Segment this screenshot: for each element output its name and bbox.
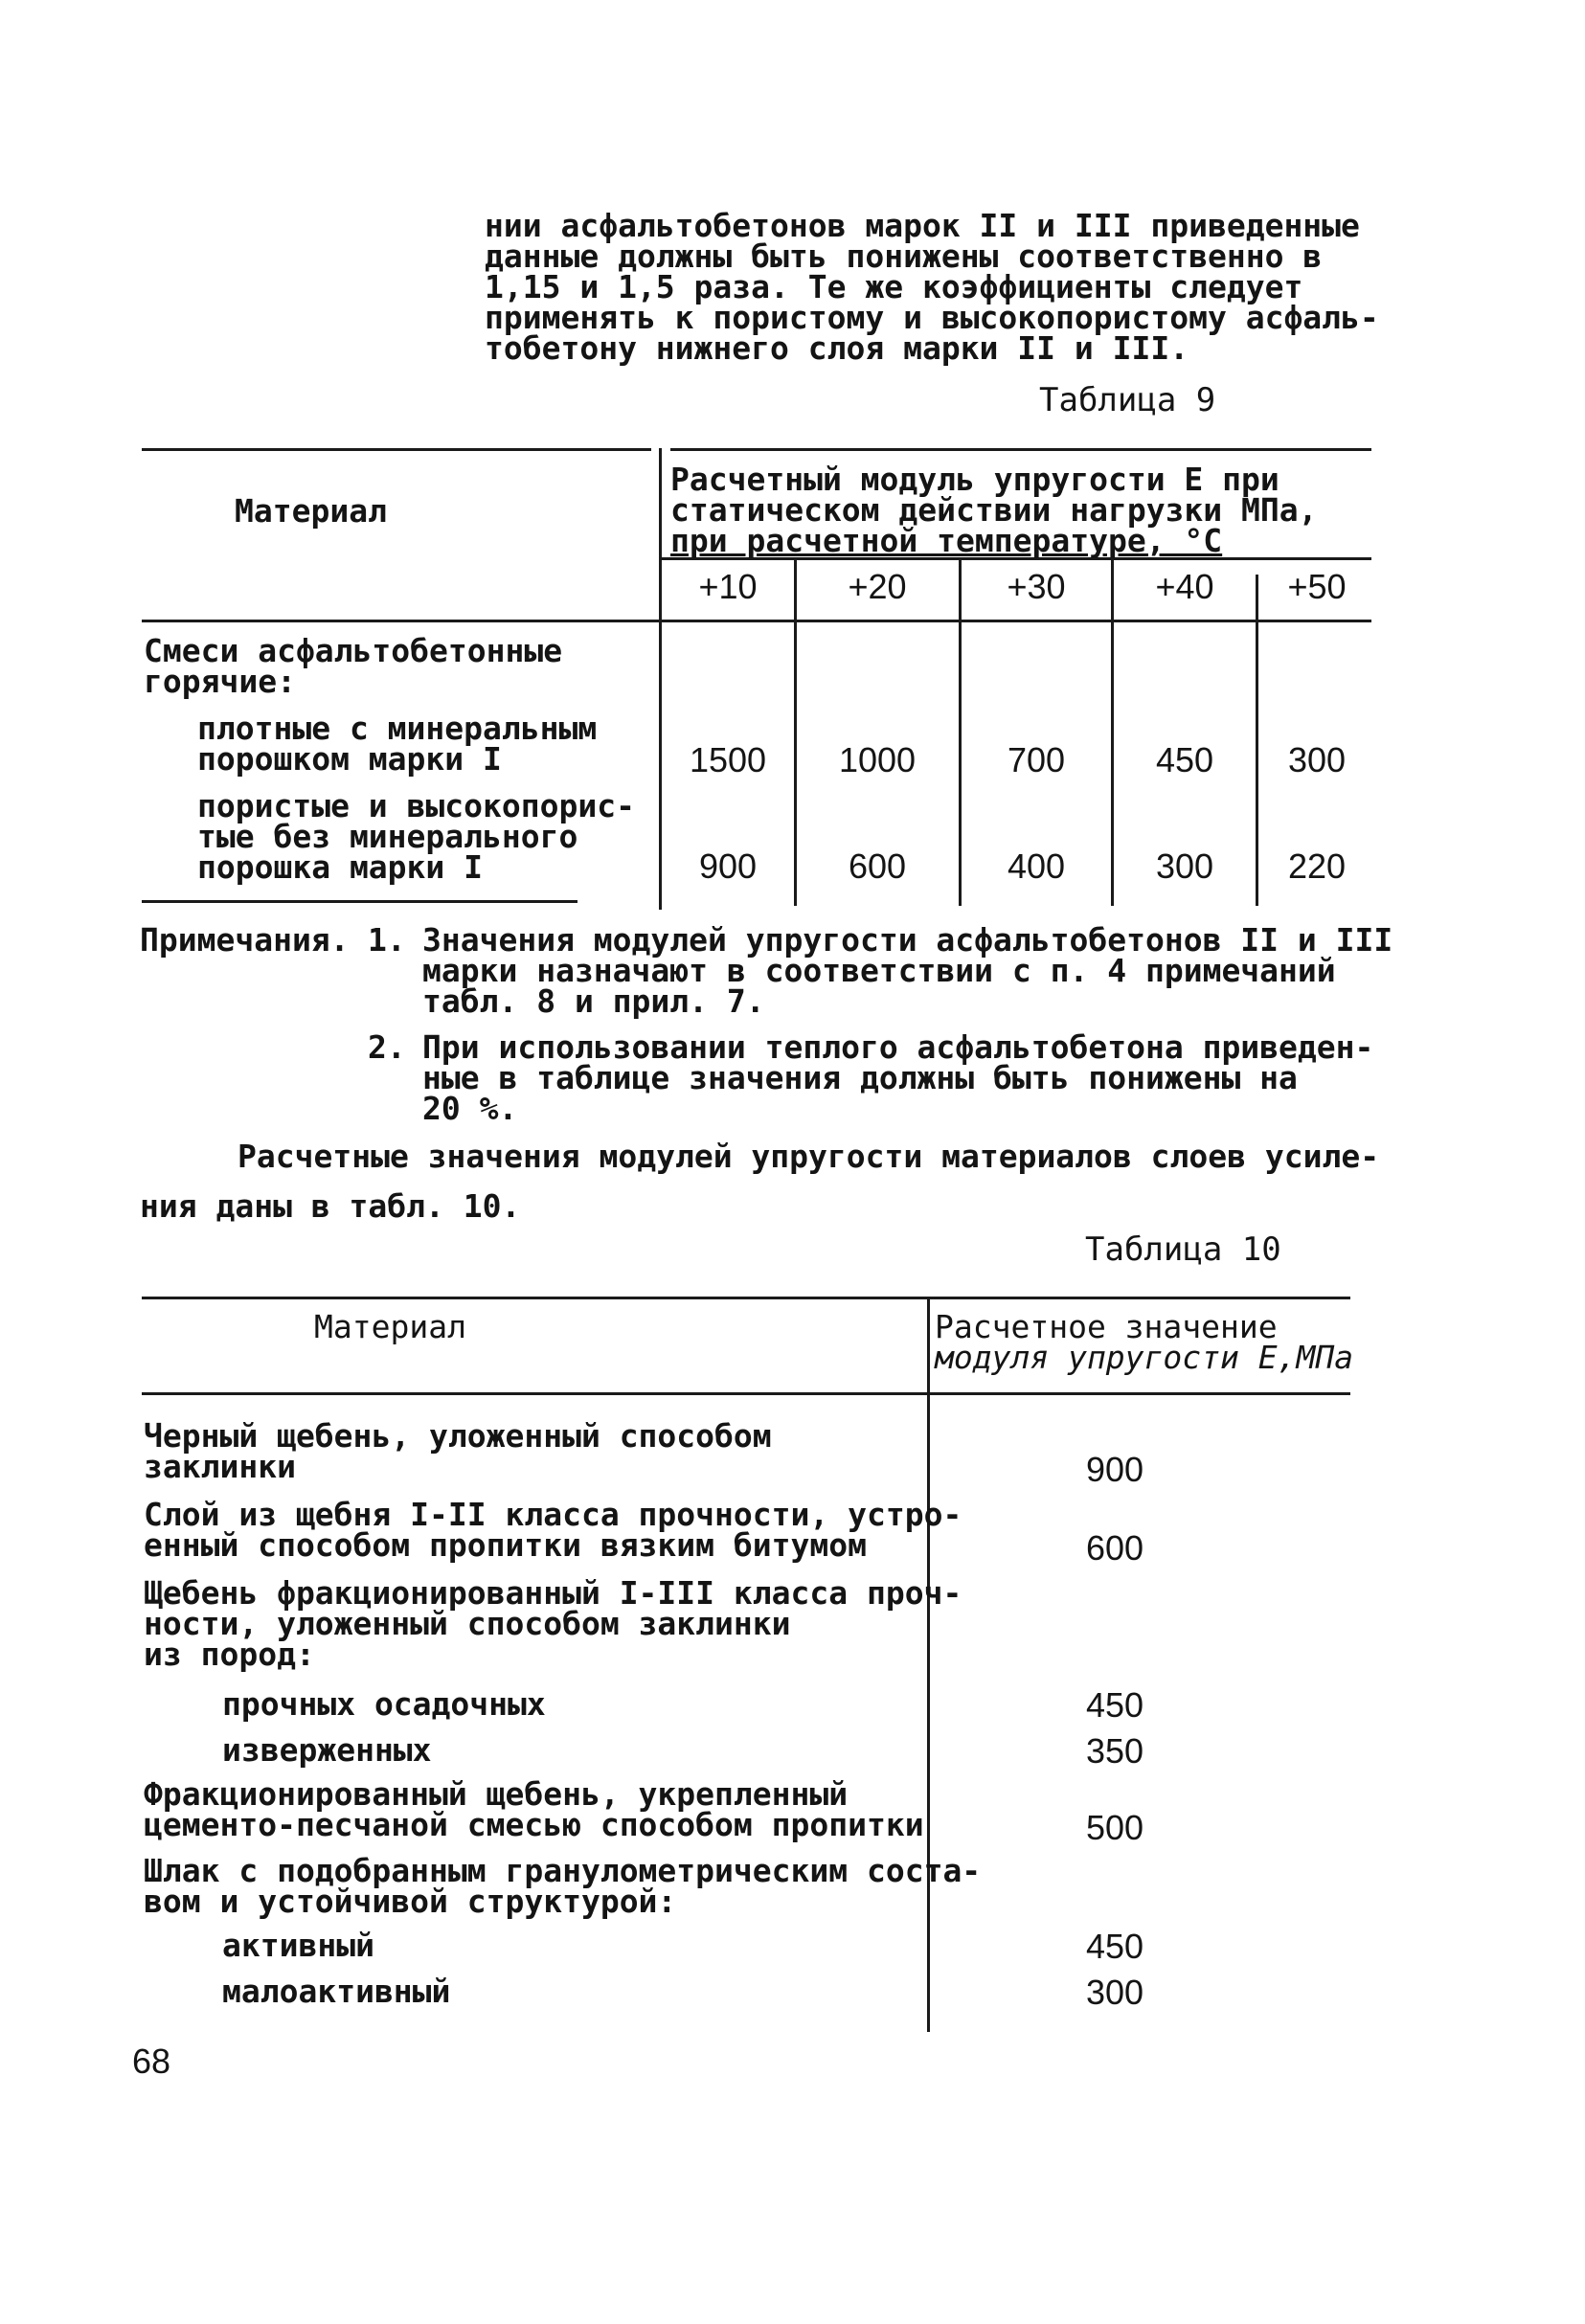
table10-row-label — [144, 1496, 962, 1564]
table9-group-label — [144, 632, 563, 700]
table9-header-rule — [142, 620, 1371, 622]
row-label-line: из пород: — [144, 1636, 315, 1673]
note-line: ные в таблице значения должны быть понижены на — [422, 1059, 1298, 1096]
page-number: 68 — [132, 2042, 171, 2081]
table9-value: 700 — [1007, 740, 1066, 779]
table10-value: 300 — [1085, 1973, 1144, 2012]
table10-row-label: изверженных — [222, 1731, 432, 1769]
row-label-line: пористые и высокопорис- — [197, 787, 635, 824]
table9-bottom-rule — [142, 900, 577, 903]
row-label-line: порошком марки I — [197, 740, 502, 778]
row-label-line: цементо-песчаной смесью способом пропитки — [144, 1806, 924, 1843]
temperature-label: +10 — [698, 567, 758, 606]
note-number: 1. — [368, 921, 406, 959]
note-line: При использовании теплого асфальтобетона приведен- — [422, 1028, 1374, 1066]
table10-header-rule — [142, 1392, 1350, 1395]
table9-material-header: Материал — [235, 492, 387, 530]
header-line: статическом действии нагрузки МПа, — [670, 491, 1318, 529]
note-line: 20 %. — [422, 1090, 518, 1127]
table10-value: 600 — [1085, 1528, 1144, 1568]
note-line: марки назначают в соответствии с п. 4 примечаний — [422, 952, 1336, 989]
temperature-label: +50 — [1287, 567, 1347, 606]
table9-col-divider — [959, 559, 962, 906]
intro-line: 1,15 и 1,5 раза. Те же коэффициенты следует — [485, 268, 1303, 305]
table9-value: 220 — [1287, 846, 1347, 886]
table9-value: 400 — [1007, 846, 1066, 886]
intro-line: применять к пористому и высокопористому асфаль- — [485, 299, 1379, 336]
row-label-line: Слой из щебня I-II класса прочности, устро- — [144, 1496, 962, 1533]
table9-col-divider — [1111, 559, 1114, 906]
row-label-line: порошка марки I — [197, 848, 484, 886]
table10-value-header — [935, 1308, 1354, 1376]
table10-top-rule — [142, 1297, 1350, 1299]
row-label-line: Фракционированный щебень, укрепленный — [144, 1775, 849, 1813]
table9-col-divider — [1256, 575, 1258, 906]
note-text — [422, 1028, 1374, 1127]
table10-row-label: активный — [222, 1927, 374, 1964]
group-line: Смеси асфальтобетонные — [144, 632, 563, 669]
table9-top-rule-right — [670, 448, 1371, 451]
group-line: горячие: — [144, 663, 296, 700]
table9-top-rule-left — [142, 448, 651, 451]
table10-value: 500 — [1085, 1808, 1144, 1847]
intro-line: тобетону нижнего слоя марки II и III. — [485, 329, 1189, 367]
row-label-line: ности, уложенный способом заклинки — [144, 1605, 791, 1642]
table9-row-label — [197, 710, 598, 778]
table9-col-divider — [659, 448, 662, 910]
table9-value: 1500 — [689, 740, 767, 779]
header-line: Расчетное значение — [935, 1308, 1278, 1345]
note-number: 2. — [368, 1028, 406, 1066]
note-line: табл. 8 и прил. 7. — [422, 982, 765, 1020]
header-line: Расчетный модуль упругости Е при — [670, 461, 1279, 498]
table10-row-label — [144, 1417, 772, 1485]
intro-line: данные должны быть понижены соответственно в — [485, 237, 1323, 275]
para2-line: ния даны в табл. 10. — [140, 1187, 521, 1225]
table10-row-label — [144, 1574, 962, 1673]
notes-label: Примечания. — [140, 921, 350, 959]
note-text — [422, 921, 1393, 1020]
table9-value: 1000 — [838, 740, 917, 779]
table9-value: 600 — [848, 846, 907, 886]
table10-row-label: прочных осадочных — [222, 1685, 546, 1723]
table10-row-label — [144, 1775, 924, 1843]
table9-value: 300 — [1155, 846, 1214, 886]
row-label-line: заклинки — [144, 1448, 296, 1485]
table10-value: 350 — [1085, 1731, 1144, 1771]
temperature-label: +40 — [1155, 567, 1214, 606]
temperature-label: +20 — [848, 567, 907, 606]
table9-caption: Таблица 9 — [1039, 381, 1216, 419]
para2-line: Расчетные значения модулей упругости материалов слоев усиле- — [238, 1138, 1380, 1175]
table9-row-label — [197, 787, 635, 886]
note-line: Значения модулей упругости асфальтобетонов II и III — [422, 921, 1393, 959]
row-label-line: Черный щебень, уложенный способом — [144, 1417, 772, 1455]
header-line: при расчетной температуре, °С — [670, 522, 1223, 559]
intro-paragraph — [485, 207, 1379, 367]
table10-row-label: малоактивный — [222, 1973, 451, 2010]
table10-material-header: Материал — [314, 1308, 466, 1345]
row-label-line: плотные с минеральным — [197, 710, 598, 747]
row-label-line: тые без минерального — [197, 818, 578, 855]
row-label-line: вом и устойчивой структурой: — [144, 1883, 677, 1920]
table9-value: 900 — [698, 846, 758, 886]
table10-value: 450 — [1085, 1927, 1144, 1966]
table10-value: 900 — [1085, 1450, 1144, 1489]
table10-caption: Таблица 10 — [1085, 1230, 1281, 1269]
temperature-label: +30 — [1007, 567, 1066, 606]
row-label-line: Шлак с подобранным гранулометрическим соста- — [144, 1852, 982, 1889]
intro-line: нии асфальтобетонов марок II и III приведенные — [485, 207, 1360, 244]
row-label-line: Щебень фракционированный I-III класса проч- — [144, 1574, 962, 1612]
table9-value-header — [670, 461, 1318, 559]
table10-row-label — [144, 1852, 982, 1920]
table9-col-divider — [794, 559, 797, 906]
table9-value: 450 — [1155, 740, 1214, 779]
table10-value: 450 — [1085, 1685, 1144, 1725]
row-label-line: енный способом пропитки вязким битумом — [144, 1526, 867, 1564]
header-line: модуля упругости Е,МПа — [935, 1339, 1354, 1376]
table9-value: 300 — [1287, 740, 1347, 779]
